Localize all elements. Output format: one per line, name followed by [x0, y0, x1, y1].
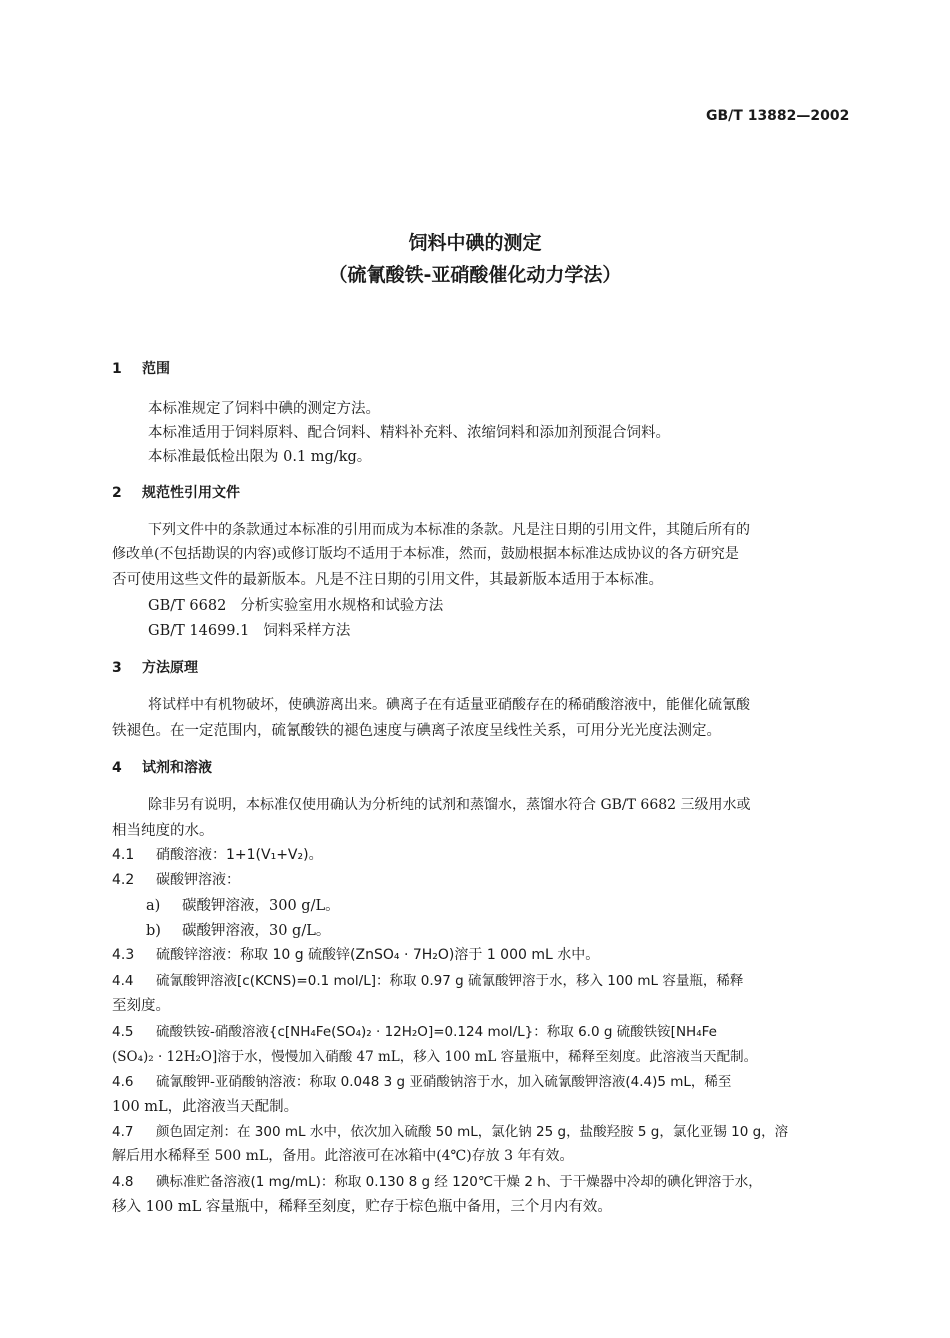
section-number: 1 [112, 361, 122, 377]
item-text: 碳酸钾溶液，30 g/L。 [182, 923, 331, 939]
paragraph-line: 将试样中有机物破坏，使碘游离出来。碘离子在有适量亚硝酸存在的稀硝酸溶液中，能催化硫氰酸 [148, 697, 750, 713]
paragraph-line: 下列文件中的条款通过本标准的引用而成为本标准的条款。凡是注日期的引用文件，其随后所有的 [148, 522, 750, 538]
item-number: 4.1 [112, 847, 135, 863]
normative-reference [148, 619, 350, 640]
paragraph-line: 本标准适用于饲料原料、配合饲料、精料补充料、浓缩饲料和添加剂预混合饲料。 [148, 425, 670, 441]
item-number: 4.4 [112, 973, 134, 989]
section-4-heading [112, 757, 212, 777]
item-text: 硫氰酸钾溶液[c(KCNS)=0.1 mol/L]：称取 0.97 g 硫氰酸钾溶于水，移入 100 mL 容量瓶，稀释 [156, 973, 744, 989]
item-number: 4.6 [112, 1074, 134, 1090]
section-number: 3 [112, 660, 122, 676]
section-number: 4 [112, 760, 122, 776]
paragraph-line: 铁褪色。在一定范围内，硫氰酸铁的褪色速度与碘离子浓度呈线性关系，可用分光光度法测定。 [112, 723, 721, 739]
paragraph-line: 否可使用这些文件的最新版本。凡是不注日期的引用文件，其最新版本适用于本标准。 [112, 572, 663, 588]
paragraph-line: 本标准规定了饲料中碘的测定方法。 [148, 401, 380, 417]
item-number: 4.8 [112, 1174, 134, 1190]
item-continuation: 解后用水稀释至 500 mL，备用。此溶液可在冰箱中(4℃)存放 3 年有效。 [112, 1148, 574, 1164]
document-subtitle: （硫氰酸铁-亚硝酸催化动力学法） [328, 264, 622, 286]
section-title: 试剂和溶液 [142, 760, 212, 776]
standard-code: GB/T 13882—2002 [706, 108, 850, 124]
item-text: 硫酸锌溶液：称取 10 g 硫酸锌(ZnSO₄ · 7H₂O)溶于 1 000 mL 水中。 [156, 947, 600, 963]
item-text: 碳酸钾溶液： [156, 872, 240, 888]
reagent-item [112, 844, 323, 864]
reagent-item [112, 969, 743, 989]
reference-code: GB/T 6682 [148, 598, 227, 614]
reagent-subitem [146, 919, 330, 940]
item-text: 硫酸铁铵-硝酸溶液{c[NH₄Fe(SO₄)₂ · 12H₂O]=0.124 mol/L}：称取 6.0 g 硫酸铁铵[NH₄Fe [156, 1024, 717, 1040]
item-continuation: 至刻度。 [112, 998, 170, 1014]
item-number: 4.2 [112, 872, 135, 888]
reagent-item [112, 944, 599, 964]
item-number: 4.5 [112, 1024, 134, 1040]
reference-code: GB/T 14699.1 [148, 623, 250, 639]
item-text: 硝酸溶液：1+1(V₁+V₂)。 [156, 847, 323, 863]
reagent-item [112, 1170, 762, 1190]
section-1-heading [112, 358, 170, 378]
reagent-item [112, 1120, 788, 1140]
item-number: 4.3 [112, 947, 135, 963]
item-continuation: 移入 100 mL 容量瓶中，稀释至刻度，贮存于棕色瓶中备用，三个月内有效。 [112, 1199, 612, 1215]
reagent-item [112, 1020, 717, 1040]
item-number: a) [146, 898, 161, 914]
section-title: 规范性引用文件 [142, 485, 240, 501]
reagent-item [112, 869, 240, 889]
paragraph-line: 修改单(不包括勘误的内容)或修订版均不适用于本标准，然而，鼓励根据本标准达成协议的各方研究是 [112, 546, 739, 562]
item-continuation: (SO₄)₂ · 12H₂O]溶于水，慢慢加入硝酸 47 mL，移入 100 mL 容量瓶中，稀释至刻度。此溶液当天配制。 [112, 1049, 758, 1065]
reagent-subitem [146, 894, 340, 915]
item-text: 颜色固定剂：在 300 mL 水中，依次加入硫酸 50 mL，氯化钠 25 g，盐酸羟胺 5 g，氯化亚锡 10 g，溶 [156, 1124, 789, 1140]
document-title: 饲料中碘的测定 [408, 232, 542, 254]
paragraph-line: 相当纯度的水。 [112, 823, 214, 839]
paragraph-line: 除非另有说明，本标准仅使用确认为分析纯的试剂和蒸馏水，蒸馏水符合 GB/T 6682 三级用水或 [148, 797, 751, 813]
reagent-item [112, 1070, 731, 1090]
item-text: 碘标准贮备溶液(1 mg/mL)：称取 0.130 8 g 经 120℃干燥 2 h、于干燥器中冷却的碘化钾溶于水， [156, 1174, 762, 1190]
section-number: 2 [112, 485, 122, 501]
paragraph-line: 本标准最低检出限为 0.1 mg/kg。 [148, 449, 372, 465]
section-title: 范围 [142, 361, 170, 377]
item-text: 碳酸钾溶液，300 g/L。 [182, 898, 340, 914]
reference-title: 饲料采样方法 [263, 623, 351, 639]
section-2-heading [112, 482, 240, 502]
item-text: 硫氰酸钾-亚硝酸钠溶液：称取 0.048 3 g 亚硝酸钠溶于水，加入硫氰酸钾溶液(4.4)5 mL，稀至 [156, 1074, 732, 1090]
normative-reference [148, 594, 443, 615]
section-3-heading [112, 657, 198, 677]
item-continuation: 100 mL，此溶液当天配制。 [112, 1099, 299, 1115]
section-title: 方法原理 [142, 660, 198, 676]
item-number: b) [146, 923, 161, 939]
reference-title: 分析实验室用水规格和试验方法 [240, 598, 444, 614]
item-number: 4.7 [112, 1124, 134, 1140]
